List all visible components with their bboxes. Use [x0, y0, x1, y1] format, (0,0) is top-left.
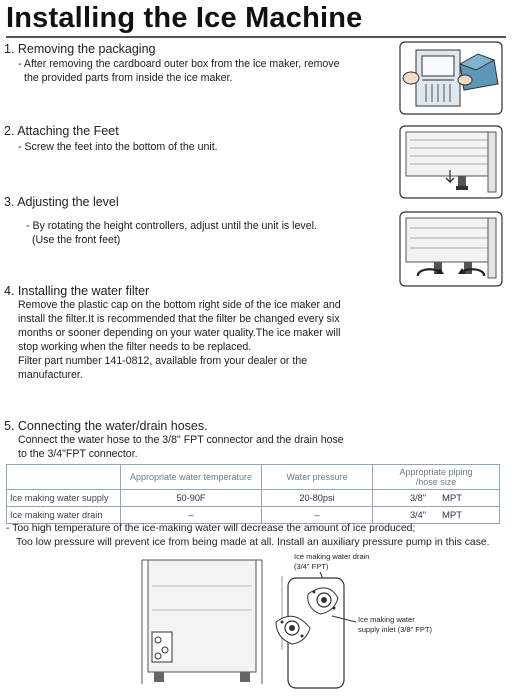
table-header-temperature: Appropriate water temperature [121, 465, 262, 490]
section-4-heading: 4. Installing the water filter [4, 284, 150, 298]
section-5-line-2: to the 3/4"FPT connector. [18, 448, 138, 460]
page-title: Installing the Ice Machine [6, 2, 363, 34]
table-header-piping: Appropriate piping /hose size [373, 465, 500, 490]
section-3-heading: 3. Adjusting the level [4, 195, 119, 209]
note-line-2: Too low pressure will prevent ice from being made at all. Install an auxiliary pressure pump in this case. [16, 537, 490, 548]
section-5-heading: 5. Connecting the water/drain hoses. [4, 419, 208, 433]
supply-callout-line-2: supply inlet (3/8" FPT) [358, 625, 432, 634]
section-3-line-1: - By rotating the height controllers, adjust until the unit is level. [26, 220, 317, 232]
table-row [7, 507, 500, 524]
leveling-illustration [398, 210, 504, 288]
supply-pipe-unit: MPT [441, 492, 463, 504]
row-label-supply: Ice making water supply [7, 490, 121, 507]
supply-pipe-size: 3/8" [409, 492, 426, 503]
drain-pipe-unit: MPT [441, 509, 463, 521]
table-row [7, 490, 500, 507]
unpacking-illustration [398, 40, 504, 116]
section-4-line-4: stop working when the filter needs to be replaced. [18, 341, 252, 353]
section-5-line-1: Connect the water hose to the 3/8" FPT connector and the drain hose [18, 434, 344, 446]
section-2-heading: 2. Attaching the Feet [4, 124, 119, 138]
table-header-blank [7, 465, 121, 490]
row-label-drain: Ice making water drain [7, 507, 121, 524]
drain-pressure: – [262, 507, 373, 524]
drain-callout-line-2: (3/4" FPT) [294, 562, 329, 571]
section-4-line-6: manufacturer. [18, 369, 83, 381]
note-line-1: - Too high temperature of the ice-making water will decrease the amount of ice produced; [6, 523, 416, 534]
title-divider [6, 36, 506, 38]
table-header-row [7, 465, 500, 490]
drain-temperature: – [121, 507, 262, 524]
section-4-line-2: install the filter.It is recommended that the filter be changed every six [18, 313, 340, 325]
feet-illustration [398, 124, 504, 200]
drain-callout-line-1: Ice making water drain [294, 552, 370, 561]
section-3-line-2: (Use the front feet) [32, 234, 121, 246]
drain-pipe-size: 3/4" [409, 509, 426, 520]
section-2-line-1: - Screw the feet into the bottom of the unit. [18, 141, 218, 153]
connector-detail-illustration [272, 550, 492, 698]
supply-temperature: 50-90F [121, 490, 262, 507]
drain-piping [373, 507, 500, 524]
section-1-line-2: the provided parts from inside the ice maker. [24, 72, 233, 84]
water-spec-table [6, 464, 500, 524]
section-1-heading: 1. Removing the packaging [4, 42, 156, 56]
section-4-line-5: Filter part number 141-0812, available from your dealer or the [18, 355, 308, 367]
section-4-line-1: Remove the plastic cap on the bottom right side of the ice maker and [18, 299, 341, 311]
section-1-line-1: - After removing the cardboard outer box from the ice maker, remove [18, 58, 340, 70]
supply-pressure: 20-80psi [262, 490, 373, 507]
unit-side-view-illustration [138, 558, 268, 698]
section-4-line-3: months or sooner depending on your water quality.The ice maker will [18, 327, 341, 339]
supply-piping [373, 490, 500, 507]
supply-callout-line-1: Ice making water [358, 615, 415, 624]
table-header-pressure: Water pressure [262, 465, 373, 490]
